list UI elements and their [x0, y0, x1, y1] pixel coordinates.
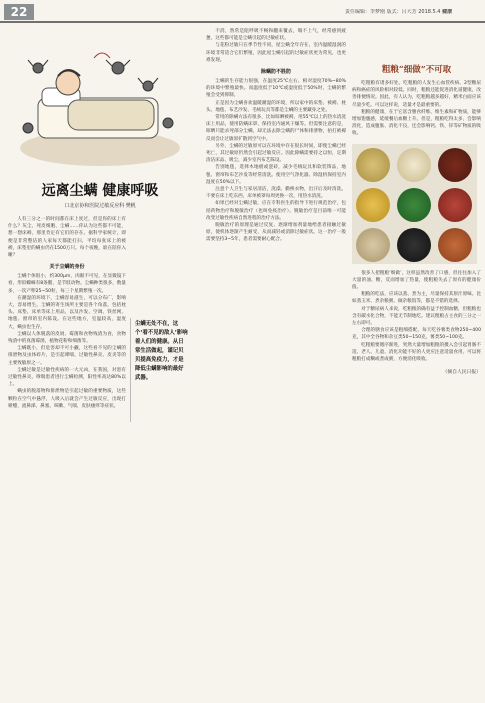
paragraph: 尘螨的生存能力很强，在温度25℃左右、相对湿度70%~80%的环境中繁殖最快。而温度低于10℃或湿度低于50%时，尘螨的繁殖会受到抑制。 [206, 79, 346, 99]
sidebar-title: 粗粮“细做”不可取 [381, 65, 452, 75]
paragraph: 吃粗粮有诸多好处。吃粗粮的人发生心血管疾病、2型糖尿病和癌症的风险相对较低。同时，粗粮还能促进消化道健康，改善排便情况。因此，有人认为，吃粗粮越多越好，精米白面应该尽量少吃。可以这样说，适量才是最重要的。 [352, 81, 481, 108]
paragraph: 人有三分之一的时间都在床上度过，但是你的床上有什么？灰尘、死皮细胞、尘螨……你认为这些都不可能，想一想床褥，那里肯定有它们的存在。据科学家统计，即便是非常整洁的人家每天都能打扫，平均每张床上的被褥，床垫里的螨虫仍在1500万只。每个夜晚，谁在陪你入睡？ [8, 217, 126, 259]
paragraph: 正是因为尘螨喜欢温暖潮湿的环境，所以家中的床垫、被褥、枕头、地毯、布艺沙发、毛绒玩具等都是尘螨的主要藏身之处。 [206, 100, 346, 113]
grains-photo [352, 144, 477, 264]
article-body [8, 216, 126, 410]
designer-credit: 版式：吕大芳 [386, 9, 417, 15]
paragraph: 注意个人卫生与家居清洁，洗澡、勤换衣物，出汗后及时清洗。不要在床上吃东西，床单被罩每周更换一次，用热水清洗。 [206, 187, 346, 200]
paragraph: 不消，然常是阻呼吸不畅和翻来覆去，喘不上气，经常感到疲惫，这些都可能是尘螨引起的过敏症状。 [206, 29, 346, 42]
section-subtitle: 除螨防不胜防 [260, 69, 291, 76]
paragraph: 如果已经对尘螨过敏，应在专科医生的指导下进行规范治疗，包括药物治疗和脱敏治疗（也叫免疫治疗）。脱敏治疗是目前唯一可能改变过敏性疾病自然进程的治疗方法。 [206, 201, 346, 221]
section-subtitle: 关于尘螨的身份 [49, 264, 85, 271]
grain-bowl [397, 188, 431, 222]
paragraph: 对于糖尿病人来说，吃粗粮的确有益于控制血糖，但粗粮也含有碳水化合物，不能无节制地吃。建议粗粮占主食的三分之一左右即可。 [352, 306, 481, 327]
editor-credit: 责任编辑：李梦刚 [345, 9, 386, 15]
grain-bowl [356, 148, 390, 182]
issue-date: 2018.5.4 [418, 9, 441, 15]
article-byline: 口北京协和医院过敏反应科 樊帆 [64, 203, 136, 209]
paragraph: 另外，尘螨的过敏原可以在环境中存在很长时间，即使尘螨已经死亡，其过敏原仍然会引起过敏反应。因此除螨需要持之以恒，定期清洁床品、吸尘，减少室内布艺陈设。 [206, 143, 346, 164]
paragraph: 粗粮的吃法，应该以蒸、煮为主，尽量保持其原汁原味。比如蒸玉米、煮杂粮粥、做杂粮饭等，都是不错的选择。 [352, 292, 481, 305]
paragraph: 螨虫的脱落物和排泄物是引起过敏的重要物质，这些颗粒在空气中悬浮，人吸入后就会产生过敏反应，出现打喷嚏、流鼻涕、鼻塞、咳嗽、气喘、皮肤瘙痒等症状。 [8, 389, 126, 409]
page-number-badge: 22 [4, 4, 34, 20]
paragraph: 告别地毯，选择木地板或瓷砖，减少毛绒玩具和软装饰品，地毯、窗帘和布艺沙发等经常清洗。使用空气净化器、除湿机保持室内湿度在50%以下。 [206, 165, 346, 185]
grain-bowl [438, 148, 472, 182]
grain-bowl [397, 228, 431, 262]
paragraph: 很多人把粗粮‘细做’，这样虽然改善了口感，但往往加入了大量的油、糖，反而增加了热量，使粗粮失去了原有的健康价值。 [352, 270, 481, 291]
article-headline: 远离尘螨 健康呼吸 [41, 183, 159, 199]
paragraph: 尘螨以人体脱落的皮屑、霉菌和食物残渣为食，食物残渣中的真菌霉菌，植物花粉和细菌等。 [8, 331, 126, 345]
source-signature: （摘自人民日报） [442, 370, 481, 376]
paragraph: 尘螨过敏是过敏性疾病的一大元凶，在我国，对患有过敏性鼻炎、哮喘患者进行尘螨检测，阳性率高达80%以上。 [8, 367, 126, 388]
header-rule [0, 21, 485, 23]
paragraph: 吃粗粮要循序渐进，突然大量增加粗粮的摄入会引起胃肠不适。老人、儿童、消化功能不好的人更应注意适量食用，可以将粗粮打成糊或煮成粥，方便消化吸收。 [352, 342, 481, 363]
paragraph: 尘螨个体很小，约300μm，肉眼不可见，在显微镜下看，形似蜘蛛有8条腿，是节肢动物。尘螨种类很多，数量多，一次产卵25~50粒，每三个星期繁殖一次。 [8, 274, 126, 294]
grain-bowl [397, 148, 431, 182]
paragraph: 粗粮的健康，在于它富含膳食纤维、维生素和矿物质，能够增加饱腹感，延缓餐后血糖上升。但是，粗粮吃得太多，会影响消化，造成腹胀、消化不良，还会影响钙、铁、锌等矿物质的吸收。 [352, 109, 481, 137]
paragraph: 常用的除螨方法有很多，比如晾晒被褥，用55℃以上的热水清洗床上用品，使用防螨床罩、保持室内通风干燥等。但需要注意的是，晾晒只能杀死部分尘螨，却无法去除尘螨的尸体和排泄物，拍打被褥反而会让过敏原扩散到空气中。 [206, 115, 346, 142]
section-name: 健康 [442, 9, 453, 15]
grain-bowl [438, 188, 472, 222]
paragraph: 与花粉过敏只在季节性不同，屋尘螨全年存在，室内温暖湿润的环境非常适合它们繁殖，因此屋尘螨引起的过敏症状更为常见，也更难发现。 [206, 43, 346, 63]
paragraph: 尘螨既小，但危害却不可小觑，这些看不见的尘螨的排泄物及虫体碎片，是引起哮喘、过敏性鼻炎、皮炎等的主要致敏原之一。 [8, 346, 126, 366]
paragraph: 在潮湿的环境下，尘螨容易滋生，可以分布广，影响大，容易增生。尘螨的寄生场所主要是各个角落，包括枕头、床垫、床单等床上用品，以及沙发、空调、铁丝网、地毯、窗帘的室内陈设。在这些地方，室温较高，湿度大，螨虫也生存。 [8, 295, 126, 330]
page-header [0, 0, 485, 22]
grain-bowl [356, 228, 390, 262]
header-meta [345, 9, 481, 15]
sidebar-column [352, 28, 481, 696]
pull-quote: 尘螨无处不在，这个‘看不见的敌人’影响着人们的健康。从日常生活做起，谨记贝贝提高免疫力，才是降低尘螨影响的最好武器。 [130, 318, 192, 422]
paragraph: 合理的膳食应该是粗细搭配，每天吃谷薯类食物250~400克，其中全谷物和杂豆类50~150克，薯类50~100克。 [352, 328, 481, 341]
grain-bowl [438, 228, 472, 262]
bed-mites-illustration [8, 28, 192, 178]
article-column-2 [206, 28, 346, 696]
grain-bowl [356, 188, 390, 222]
paragraph: 脱敏治疗的原理是通过反复、逐渐增加剂量地给患者接触过敏原，使机体逐渐产生耐受，从而减轻或消除过敏症状。这一治疗一般需要坚持3~5年，患者需要耐心配合。 [206, 223, 346, 243]
